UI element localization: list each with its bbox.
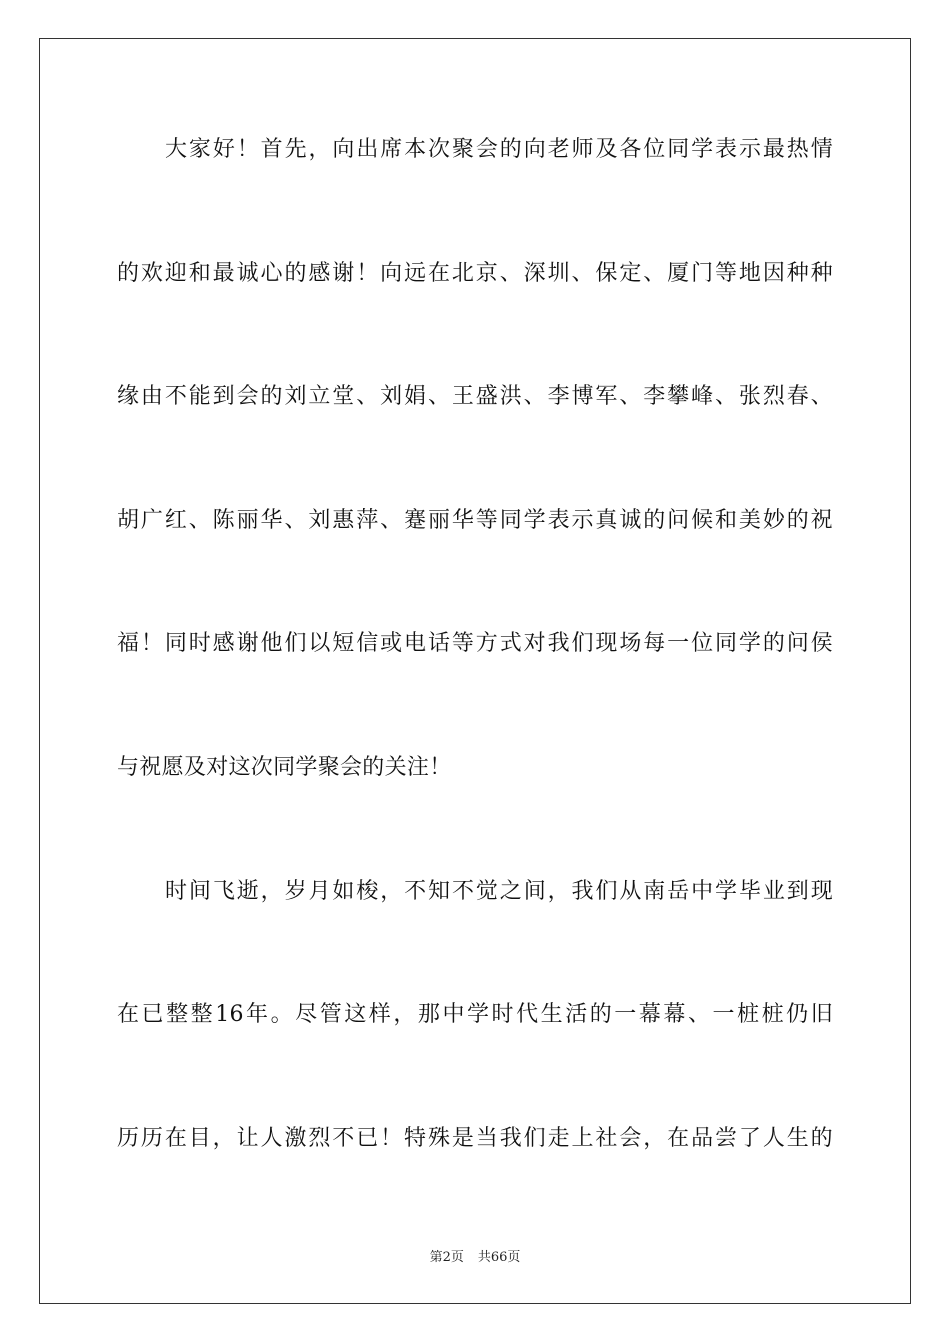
paragraph-1-line-5: 福！同时感谢他们以短信或电话等方式对我们现场每一位同学的问侯 [117, 631, 833, 657]
paragraph-1-line-2: 的欢迎和最诚心的感谢！向远在北京、深圳、保定、厦门等地因种种 [117, 260, 833, 286]
paragraph-1-line-4: 胡广红、陈丽华、刘惠萍、蹇丽华等同学表示真诚的问候和美妙的祝 [117, 507, 833, 533]
paragraph-2-line-1: 时间飞逝，岁月如梭，不知不觉之间，我们从南岳中学毕业到现 [165, 878, 833, 904]
paragraph-1-line-6: 与祝愿及对这次同学聚会的关注！ [117, 754, 452, 780]
page-footer [0, 1246, 950, 1265]
page-number: 第2页 [429, 1250, 464, 1265]
paragraph-1-line-3: 缘由不能到会的刘立堂、刘娟、王盛洪、李博军、李攀峰、张烈春、 [117, 384, 833, 410]
page-total: 共66页 [477, 1250, 521, 1265]
paragraph-1-line-1: 大家好！首先，向出席本次聚会的向老师及各位同学表示最热情 [165, 137, 833, 162]
document-body [117, 128, 833, 1240]
paragraph-2-line-2: 在已整整16年。尽管这样，那中学时代生活的一幕幕、一桩桩仍旧 [117, 1002, 833, 1028]
paragraph-2-line-3: 历历在目，让人激烈不已！特殊是当我们走上社会，在品尝了人生的 [117, 1125, 833, 1151]
